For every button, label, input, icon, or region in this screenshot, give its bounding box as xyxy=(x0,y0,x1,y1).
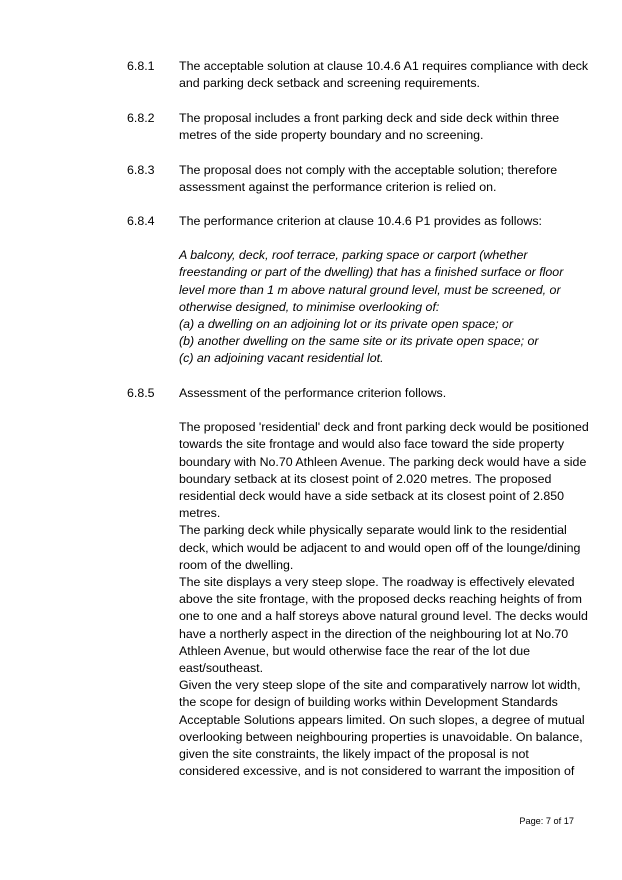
assessment-paragraph: The site displays a very steep slope. The roadway is effectively elevated above the site frontage, with the proposed decks reaching heights of from one to one and a half storeys above natural ground level. The decks would have a northerly aspect in the direction of the neighbouring lot at No.70 Athleen Avenue, but would otherwise face the rear of the lot due east/southeast. xyxy=(179,575,588,676)
assessment-paragraph: The proposed 'residential' deck and front parking deck would be positioned towards the site frontage and would also face toward the side property boundary with No.70 Athleen Avenue. The parking deck would have a side boundary setback at its closest point of 2.020 metres. The proposed residential deck would have a side setback at its closest point of 2.850 metres. xyxy=(179,420,589,521)
clause-6-8-1 xyxy=(127,58,589,92)
clause-6-8-4 xyxy=(127,213,589,368)
clause-number: 6.8.5 xyxy=(127,386,155,400)
performance-criterion-quote: A balcony, deck, roof terrace, parking space or carport (whether freestanding or part of the dwelling) that has a finished surface or floor level more than 1 m above natural ground level, must be screened, or otherwise designed, to minimise overlooking of: xyxy=(179,248,564,314)
quote-item-c: (c) an adjoining vacant residential lot. xyxy=(179,351,384,366)
quote-item-b: (b) another dwelling on the same site or its private open space; or xyxy=(179,334,539,349)
assessment-paragraph: Given the very steep slope of the site and comparatively narrow lot width, the scope for design of building works within Development Standards Acceptable Solutions appears limited. On such slopes, a degree of mutual overlooking between neighbouring properties is unavoidable. On balance, given the site constraints, the likely impact of the proposal is not considered excessive, and is not considered to warrant the imposition of xyxy=(179,678,585,779)
assessment-paragraph: The parking deck while physically separate would link to the residential deck, which would be adjacent to and would open off of the lounge/dining room of the dwelling. xyxy=(179,523,581,572)
clause-text: The proposal does not comply with the acceptable solution; therefore assessment against the performance criterion is relied on. xyxy=(179,163,558,195)
clause-number: 6.8.1 xyxy=(127,59,155,73)
clause-6-8-5 xyxy=(127,385,589,780)
clause-number: 6.8.2 xyxy=(127,111,155,125)
clause-6-8-3 xyxy=(127,162,589,196)
clause-number: 6.8.3 xyxy=(127,163,155,177)
page-number: Page: 7 of 17 xyxy=(519,816,574,826)
clause-text: The proposal includes a front parking deck and side deck within three metres of the side property boundary and no screening. xyxy=(179,111,560,143)
clause-6-8-2 xyxy=(127,110,589,144)
clause-number: 6.8.4 xyxy=(127,214,155,228)
clause-text: The acceptable solution at clause 10.4.6 A1 requires compliance with deck and parking deck setback and screening requirements. xyxy=(179,59,589,91)
clause-text: Assessment of the performance criterion follows. xyxy=(179,386,447,400)
clause-text: The performance criterion at clause 10.4.6 P1 provides as follows: xyxy=(179,214,542,228)
quote-item-a: (a) a dwelling on an adjoining lot or its private open space; or xyxy=(179,317,514,332)
